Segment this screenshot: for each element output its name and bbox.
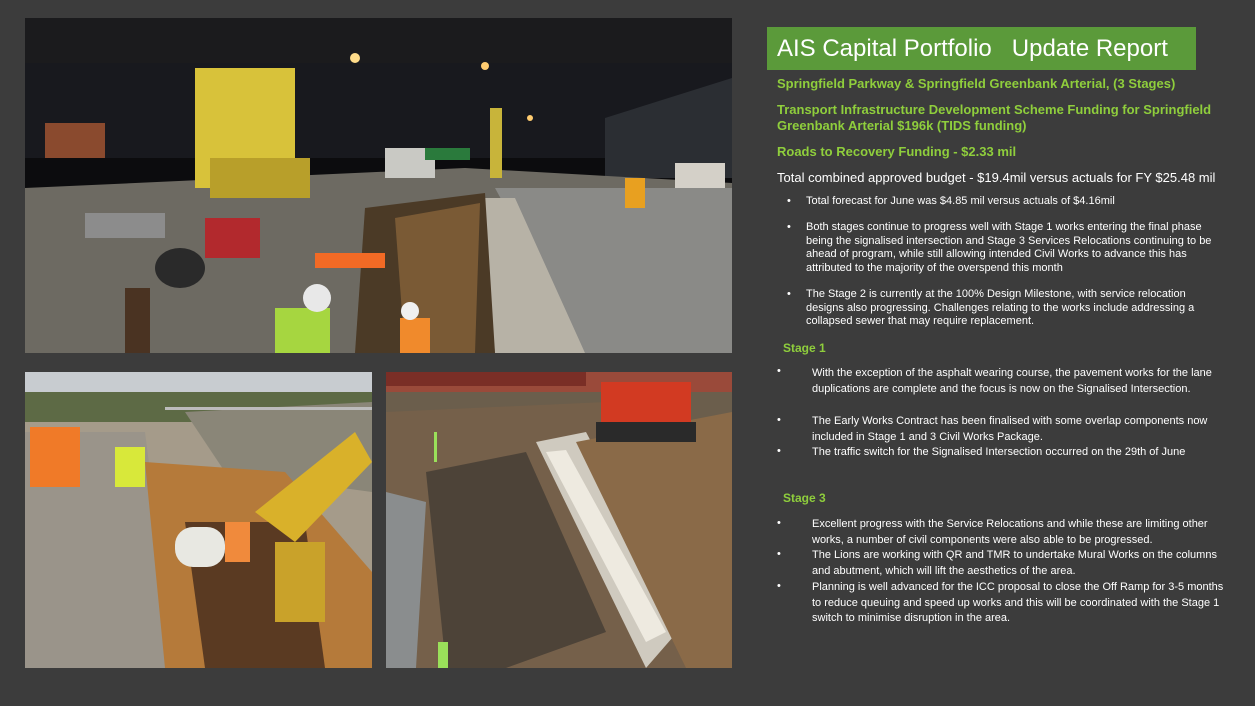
summary-bullet-3: The Stage 2 is currently at the 100% Design Milestone, with service relocation designs also progressing. Challenges relating to the works include addressing a collapsed sewer that may require replacement.	[806, 288, 1195, 327]
roads-to-recovery-subtitle: Roads to Recovery Funding - $2.33 mil	[777, 144, 1017, 159]
stage-3-item: The Lions are working with QR and TMR to undertake Mural Works on the columns and abutment, which will lift the aesthetics of the area.	[812, 549, 1217, 577]
stage-3-heading: Stage 3	[783, 491, 826, 505]
stage-3-item: Planning is well advanced for the ICC proposal to close the Off Ramp for 3-5 months to reduce queuing and speed up works and this will be coordinated with the Stage 1 switch to minimise disruption in the area.	[812, 581, 1224, 624]
bullet-glyph: •	[777, 548, 781, 560]
photo-trench-workers	[25, 372, 372, 668]
bullet-glyph: •	[777, 580, 781, 592]
photo-night-roadworks	[25, 18, 732, 353]
budget-summary: Total combined approved budget - $19.4mil versus actuals for FY $25.48 mil	[777, 170, 1216, 185]
tids-funding-subtitle: Transport Infrastructure Development Scheme Funding for Springfield Greenbank Arterial $196k (TIDS funding)	[777, 102, 1212, 133]
report-title-bar	[767, 27, 1196, 70]
bullet-glyph: •	[787, 288, 791, 300]
report-title: AIS Capital Portfolio Update Report	[777, 35, 1168, 62]
stage-3-item: Excellent progress with the Service Relocations and while these are limiting other works, a number of civil components were also able to be progressed.	[812, 518, 1208, 546]
summary-bullet-1: Total forecast for June was $4.85 mil versus actuals of $4.16mil	[806, 195, 1115, 207]
summary-bullet-2: Both stages continue to progress well with Stage 1 works entering the final phase being the signalised intersection and Stage 3 Services Relocations continuing to be ahead of program, while still allowing intended Civil Works to advance this has attributed to the majority of the overspend this month	[806, 221, 1212, 274]
bullet-glyph: •	[787, 221, 791, 233]
photo-conduit-trench	[386, 372, 732, 668]
bullet-glyph: •	[777, 414, 781, 426]
project-subtitle: Springfield Parkway & Springfield Greenbank Arterial, (3 Stages)	[777, 76, 1176, 91]
bullet-glyph: •	[787, 195, 791, 207]
bullet-glyph: •	[777, 517, 781, 529]
stage-1-item: The Early Works Contract has been finalised with some overlap components now included in Stage 1 and 3 Civil Works Package.	[812, 415, 1208, 443]
stage-1-heading: Stage 1	[783, 341, 826, 355]
bullet-glyph: •	[777, 365, 781, 377]
bullet-glyph: •	[777, 445, 781, 457]
stage-1-item: With the exception of the asphalt wearing course, the pavement works for the lane duplications are complete and the focus is now on the Signalised Intersection.	[812, 367, 1212, 395]
stage-1-item: The traffic switch for the Signalised Intersection occurred on the 29th of June	[812, 446, 1186, 458]
